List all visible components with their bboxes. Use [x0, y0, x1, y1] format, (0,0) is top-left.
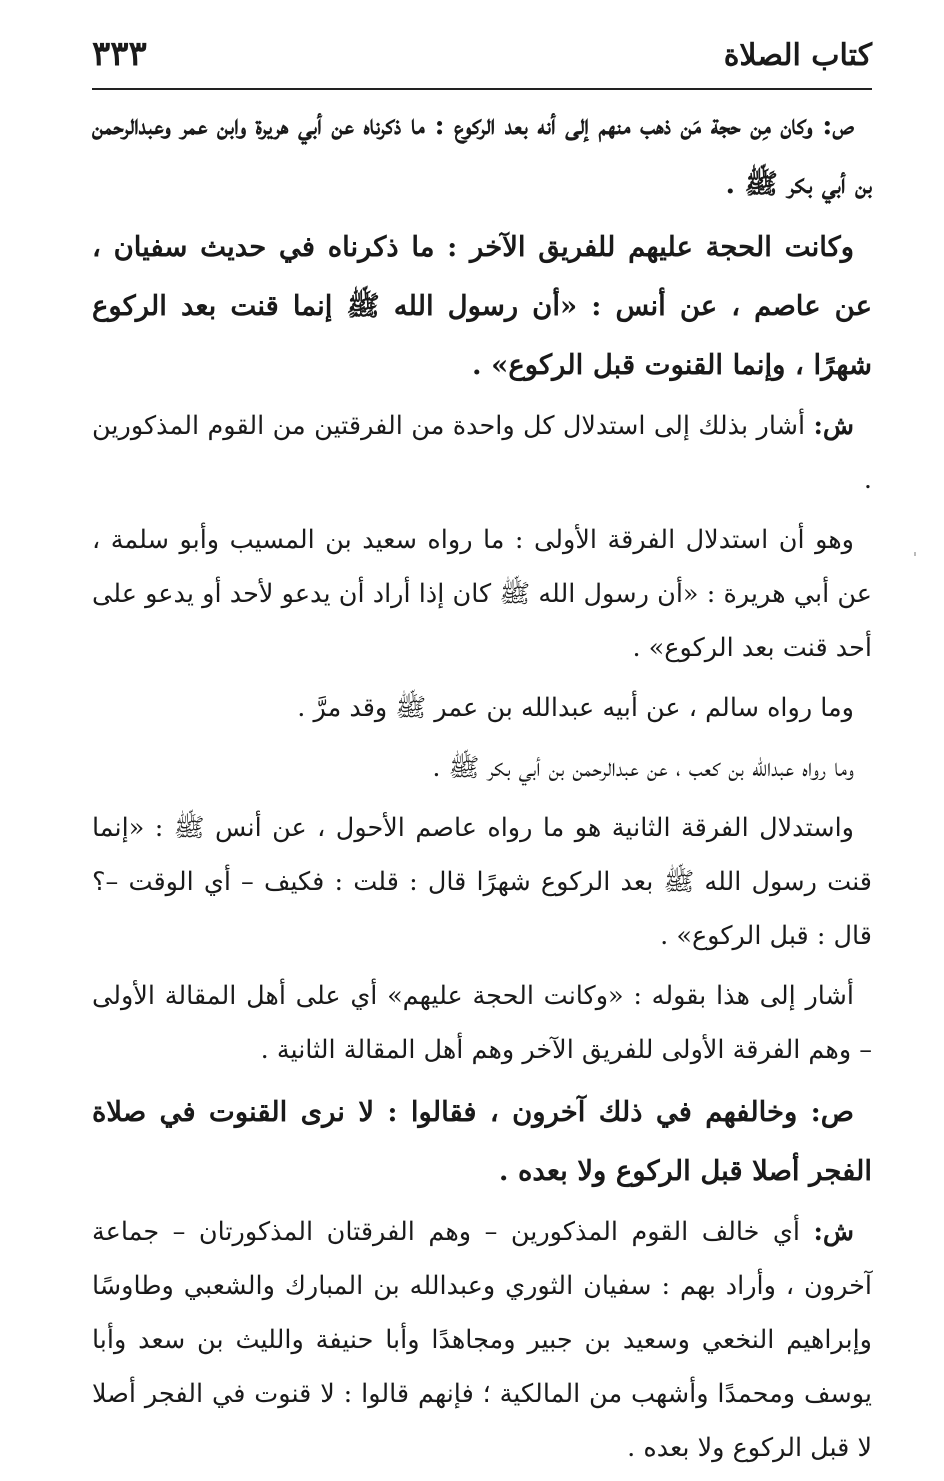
sharh-paragraph [92, 741, 872, 795]
paragraph-text: وخالفهم في ذلك آخرون ، فقالوا : لا نرى القنوت في صلاة الفجر أصلا قبل الركوع ولا بعده . [92, 1096, 872, 1187]
margin-mark [914, 552, 916, 556]
sharh-paragraph [92, 399, 872, 507]
paragraph-text: أي خالف القوم المذكورين – وهم الفرقتان المذكورتان – جماعة آخرون ، وأراد بهم : سفيان الثوري وعبدالله بن المبارك والشعبي وطاوسًا وإبراهيم النخعي وسعيد بن جبير ومجاهدًا وأبا حنيفة والليث بن سعد وأبا يوسف ومحمدًا وأشهب من المالكية ؛ فإنهم قالوا : لا قنوت في الفجر أصلا لا قبل الركوع ولا بعده . [92, 1217, 872, 1463]
chapter-title: كتاب الصلاة [723, 38, 872, 73]
matn-label: ص: [822, 109, 854, 141]
sharh-paragraph [92, 513, 872, 675]
paragraph-text: وهو أن استدلال الفرقة الأولى : ما رواه سعيد بن المسيب وأبو سلمة ، عن أبي هريرة : «أن رسول الله ﷺ كان إذا أراد أن يدعو لأحد أو يدعو على أحد قنت بعد الركوع» . [92, 525, 872, 663]
paragraph-text: وكان مِن حجة مَن ذهب منهم إلى أنه بعد الركوع : ما ذكرناه عن أبي هريرة وابن عمر وعبدالرحمن بن أبي بكر ﷺ . [92, 109, 872, 200]
sharh-paragraph [92, 1205, 872, 1475]
matn-label: ص: [810, 1096, 854, 1128]
paragraph-text: أشار إلى هذا بقوله : «وكانت الحجة عليهم» أي على أهل المقالة الأولى – وهم الفرقة الأولى للفريق الآخر وهم أهل المقالة الثانية . [92, 981, 872, 1065]
page-body [92, 96, 872, 1481]
matn-paragraph [92, 1083, 872, 1201]
page-number: ٣٣٣ [92, 34, 147, 74]
header-divider [92, 88, 872, 90]
paragraph-text: وكانت الحجة عليهم للفريق الآخر : ما ذكرناه في حديث سفيان ، عن عاصم ، عن أنس : «أن رسول الله ﷺ إنما قنت بعد الركوع شهرًا ، وإنما القنوت قبل الركوع» . [92, 231, 872, 381]
running-header [92, 30, 872, 86]
sharh-paragraph [92, 681, 872, 735]
paragraph-text: أشار بذلك إلى استدلال كل واحدة من الفرقتين من القوم المذكورين . [92, 411, 872, 495]
matn-paragraph [92, 96, 872, 214]
paragraph-text: واستدلال الفرقة الثانية هو ما رواه عاصم الأحول ، عن أنس ﷺ : «إنما قنت رسول الله ﷺ بعد الركوع شهرًا قال : قلت : فكيف – أي الوقت –؟ قال : قبل الركوع» . [92, 813, 872, 951]
sharh-paragraph [92, 969, 872, 1077]
sharh-label: ش: [813, 1217, 854, 1247]
paragraph-text: وما رواه سالم ، عن أبيه عبدالله بن عمر ﷺ وقد مرَّ . [297, 693, 854, 723]
sharh-label: ش: [813, 411, 854, 441]
matn-paragraph [92, 218, 872, 395]
paragraph-text: وما رواه عبدالله بن كعب ، عن عبدالرحمن بن أبي بكر ﷺ . [432, 753, 854, 783]
sharh-paragraph [92, 801, 872, 963]
